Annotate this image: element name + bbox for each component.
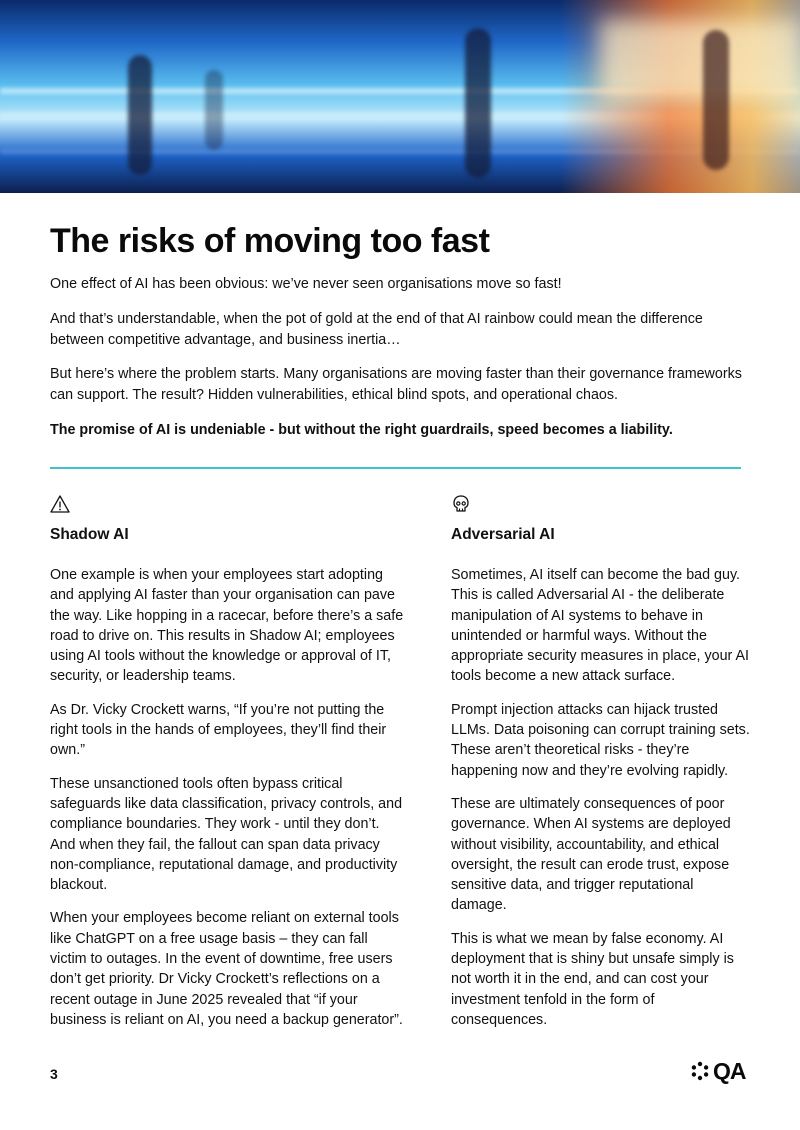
hero-image [0, 0, 800, 193]
adversarial-ai-section [451, 494, 751, 1030]
skull-icon [451, 494, 473, 516]
logo-text: QA [713, 1057, 746, 1084]
body-paragraph: These unsanctioned tools often bypass critical safeguards like data classification, privacy controls, and compliance boundaries. They work - until they don’t. And when they fail, the fallout can span data privacy non-compliance, reputational damage, and productivity blackout. [50, 775, 403, 894]
page-title: The risks of moving too fast [50, 222, 490, 260]
intro-paragraph: One effect of AI has been obvious: we’ve never seen organisations move so fast! [50, 276, 562, 292]
intro-paragraph: But here’s where the problem starts. Many organisations are moving faster than their governance frameworks can support. The result? Hidden vulnerabilities, ethical blind spots, and operational chaos. [50, 366, 742, 403]
section-divider [50, 467, 741, 469]
warning-triangle-icon [50, 494, 72, 516]
shadow-ai-section [50, 494, 405, 1030]
body-paragraph: These are ultimately consequences of poor governance. When AI systems are deployed without visibility, accountability, and ethical oversight, the result can erode trust, expose sensitive data, and trigger reputational damage. [451, 795, 731, 914]
page-number: 3 [50, 1066, 58, 1082]
body-paragraph: This is what we mean by false economy. AI deployment that is shiny but unsafe simply is not worth it in the end, and can cost your investment tenfold in the form of consequences. [451, 930, 734, 1028]
body-paragraph: Sometimes, AI itself can become the bad guy. This is called Adversarial AI - the deliberate manipulation of AI systems to behave in unintended or harmful ways. Without the appropriate security measures in place, your AI tools become a new attack surface. [451, 567, 750, 685]
qa-logo [690, 1058, 746, 1084]
body-paragraph: Prompt injection attacks can hijack trusted LLMs. Data poisoning can corrupt training sets. These aren’t theoretical risks - they’re happening now and they’re evolving rapidly. [451, 701, 750, 779]
intro-paragraph: And that’s understandable, when the pot of gold at the end of that AI rainbow could mean the difference between competitive advantage, and business inertia… [50, 311, 703, 348]
section-heading: Adversarial AI [451, 526, 555, 543]
body-paragraph: As Dr. Vicky Crockett warns, “If you’re not putting the right tools in the hands of employees, they’ll find their own.” [50, 701, 387, 759]
section-heading: Shadow AI [50, 526, 129, 543]
key-statement: The promise of AI is undeniable - but without the right guardrails, speed becomes a liability. [50, 422, 673, 438]
body-paragraph: One example is when your employees start adopting and applying AI faster than your organisation can pave the way. Like hopping in a racecar, before there’s a safe road to drive on. This results in Shadow AI; employees using AI tools without the knowledge or approval of IT, security, or leadership teams. [50, 567, 404, 685]
body-paragraph: When your employees become reliant on external tools like ChatGPT on a free usage basis – they can fall victim to outages. In the event of downtime, free users don’t get priority. Dr Vicky Crockett’s reflections on a recent outage in June 2025 revealed that “if your business is reliant on AI, you need a backup generator”. [50, 910, 403, 1028]
asterisk-logo-icon [690, 1061, 710, 1081]
